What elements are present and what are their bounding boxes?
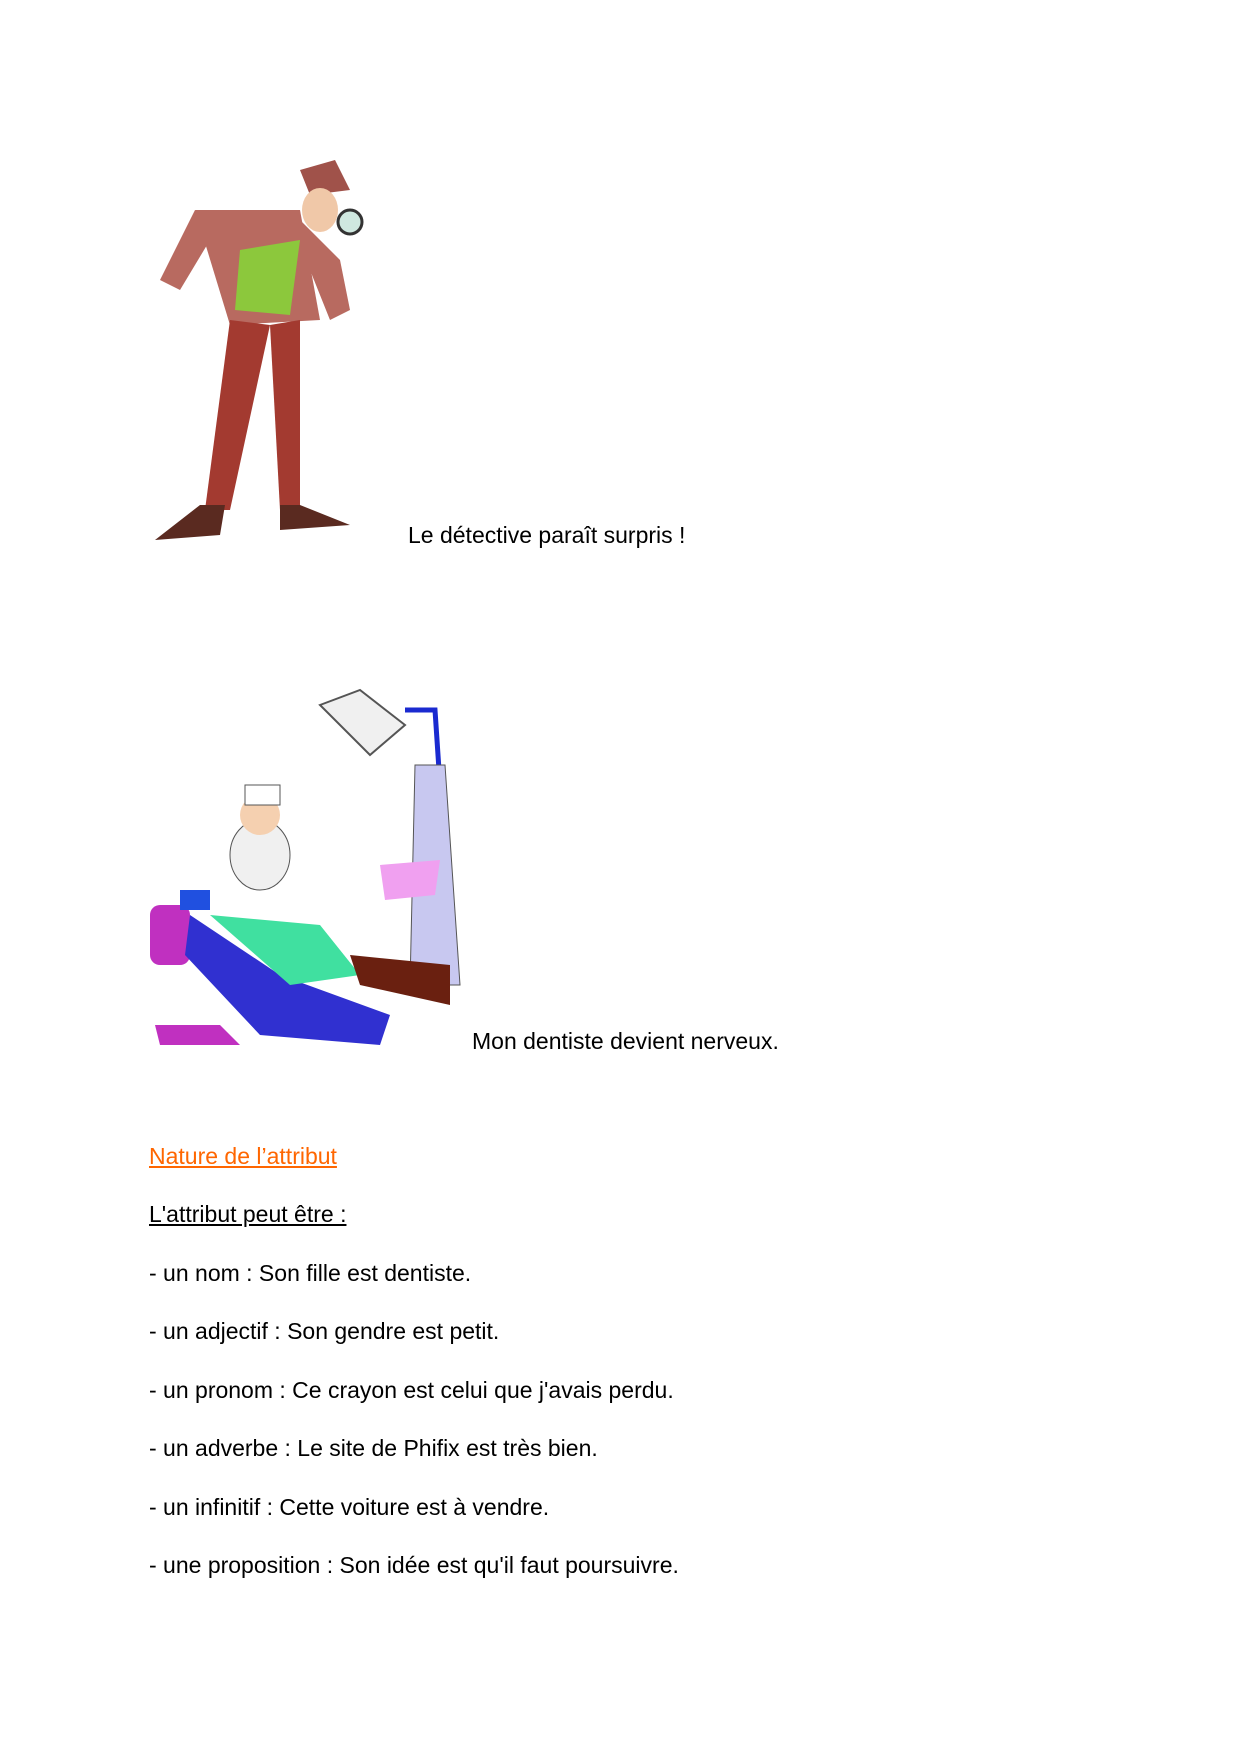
list-item: - un adjectif : Son gendre est petit. — [149, 1318, 500, 1344]
detective-illustration — [150, 150, 387, 544]
section-heading: Nature de l’attribut — [149, 1143, 337, 1169]
section-intro: L'attribut peut être : — [149, 1201, 347, 1227]
list-item: - un nom : Son fille est dentiste. — [149, 1260, 472, 1286]
list-item: - un pronom : Ce crayon est celui que j'avais perdu. — [149, 1377, 674, 1403]
list-item: - une proposition : Son idée est qu'il faut poursuivre. — [149, 1552, 679, 1578]
dentist-illustration — [150, 685, 468, 1050]
list-item: - un infinitif : Cette voiture est à vendre. — [149, 1494, 550, 1520]
list-item: - un adverbe : Le site de Phifix est très bien. — [149, 1435, 598, 1461]
detective-caption: Le détective paraît surpris ! — [408, 522, 686, 548]
dentist-caption: Mon dentiste devient nerveux. — [472, 1028, 779, 1054]
